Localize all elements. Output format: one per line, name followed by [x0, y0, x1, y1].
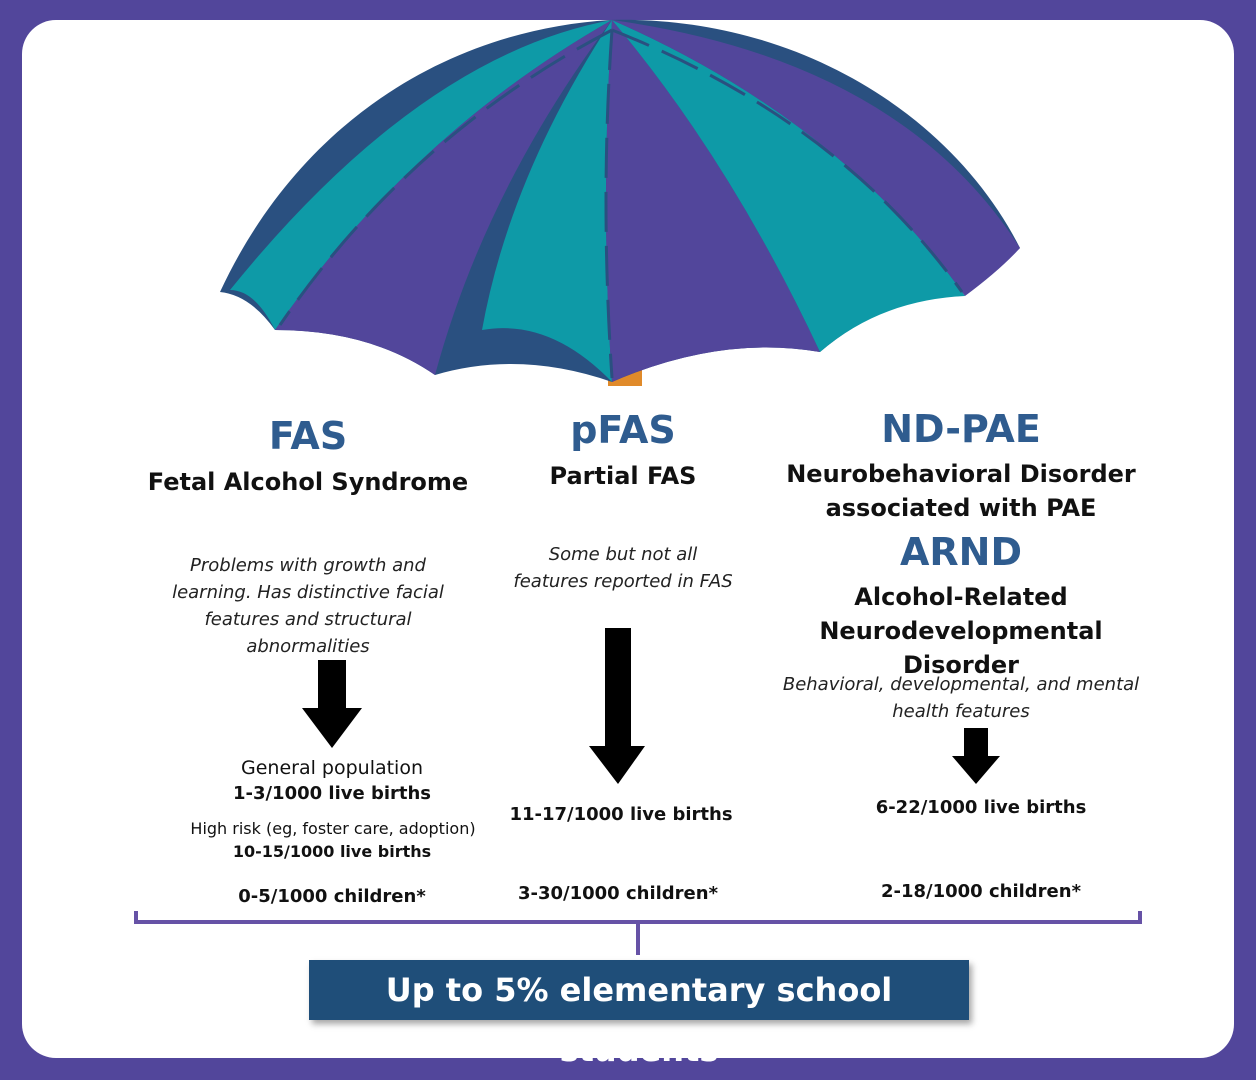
grouping-bracket — [130, 905, 1150, 957]
pfas-birth-rate: 11-17/1000 live births — [509, 804, 733, 825]
ndpae-full-name: Neurobehavioral Disorder associated with PAE — [786, 460, 1136, 522]
fas-high-risk-rate: 10-15/1000 live births — [232, 842, 432, 861]
ndpae-arrow-icon — [950, 728, 1002, 786]
ndpae-children-rate: 2-18/1000 children* — [880, 881, 1081, 902]
fas-children-rate: 0-5/1000 children* — [238, 886, 426, 907]
fas-high-risk-label: High risk (eg, foster care, adoption) — [190, 819, 476, 838]
arnd-full-name: Alcohol-Related Neurodevelopmental Disorder — [819, 583, 1103, 679]
summary-banner: Up to 5% elementary school students — [309, 960, 969, 1020]
ndpae-acronym: ND-PAE — [881, 407, 1041, 451]
umbrella-graphic — [0, 0, 1256, 400]
fas-general-label: General population — [240, 757, 424, 779]
fas-general-rate: 1-3/1000 live births — [232, 783, 432, 804]
fas-description: Problems with growth and learning. Has distinctive facial features and structural abnormalities — [172, 555, 444, 657]
pfas-description: Some but not all features reported in FAS — [513, 544, 733, 592]
ndpae-description: Behavioral, developmental, and mental health features — [782, 674, 1140, 722]
pfas-full-name: Partial FAS — [549, 462, 697, 490]
pfas-acronym: pFAS — [570, 408, 676, 452]
fas-arrow-icon — [300, 660, 364, 750]
arnd-acronym: ARND — [899, 530, 1022, 574]
fas-acronym: FAS — [268, 414, 348, 458]
pfas-arrow-icon — [587, 628, 647, 786]
fas-full-name: Fetal Alcohol Syndrome — [147, 468, 469, 496]
ndpae-birth-rate: 6-22/1000 live births — [875, 797, 1087, 818]
pfas-children-rate: 3-30/1000 children* — [517, 883, 718, 904]
